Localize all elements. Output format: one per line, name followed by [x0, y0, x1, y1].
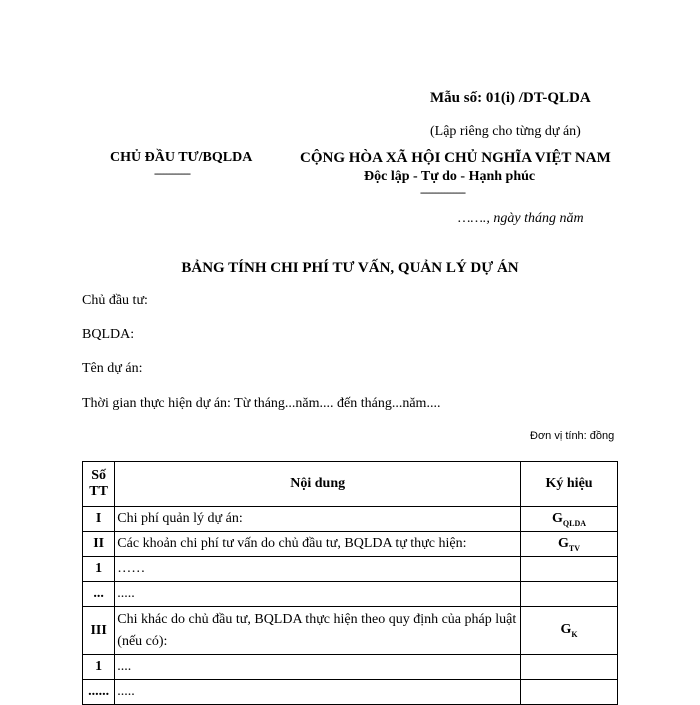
header-symbol: Ký hiệu: [521, 462, 618, 507]
row-content: Chi phí quản lý dự án:: [115, 507, 521, 532]
row-symbol: [521, 532, 618, 557]
national-motto: Độc lập - Tự do - Hạnh phúc: [364, 169, 536, 184]
symbol-sub: QLDA: [562, 518, 587, 528]
investor-field: Chủ đầu tư:: [82, 293, 148, 308]
row-stt: 1: [83, 557, 115, 582]
organization-divider: ------------: [154, 166, 190, 180]
row-content: ……: [115, 557, 521, 582]
document-title: BẢNG TÍNH CHI PHÍ TƯ VẤN, QUẢN LÝ DỰ ÁN: [181, 260, 519, 276]
symbol-main: G: [558, 535, 569, 551]
project-name-field: Tên dự án:: [82, 361, 143, 376]
row-symbol: [521, 557, 618, 582]
unit-note: Đơn vị tính: đồng: [530, 430, 615, 442]
symbol-sub: K: [571, 629, 578, 639]
table-row: [83, 655, 618, 680]
row-content: Các khoản chi phí tư vấn do chủ đầu tư, BQLDA tự thực hiện:: [115, 532, 521, 557]
row-content: .....: [115, 680, 521, 705]
row-stt: II: [83, 532, 115, 557]
row-symbol: [521, 607, 618, 655]
header-stt: Số TT: [83, 462, 115, 507]
table-row: [83, 532, 618, 557]
symbol-main: G: [552, 510, 563, 526]
form-note: (Lập riêng cho từng dự án): [430, 124, 581, 139]
symbol-main: G: [560, 622, 572, 638]
table-row: [83, 507, 618, 532]
pmu-field: BQLDA:: [82, 327, 135, 342]
row-content: Chi khác do chủ đầu tư, BQLDA thực hiện theo quy định của pháp luật (nếu có):: [115, 607, 521, 655]
row-content: .....: [115, 582, 521, 607]
table-row: [83, 582, 618, 607]
organization-heading: CHỦ ĐẦU TƯ/BQLDA: [110, 150, 253, 165]
cost-table: [82, 461, 618, 705]
row-stt: ......: [83, 680, 115, 705]
country-heading: CỘNG HÒA XÃ HỘI CHỦ NGHĨA VIỆT NAM: [300, 150, 611, 166]
row-stt: ...: [83, 582, 115, 607]
row-content: ....: [115, 655, 521, 680]
row-symbol: [521, 507, 618, 532]
table-row: [83, 680, 618, 705]
row-stt: 1: [83, 655, 115, 680]
table-row: [83, 557, 618, 582]
row-stt: I: [83, 507, 115, 532]
date-line: ……., ngày tháng năm: [458, 211, 584, 226]
row-symbol: [521, 680, 618, 705]
table-row: [83, 607, 618, 655]
header-content: Nội dung: [115, 462, 521, 507]
row-symbol: [521, 582, 618, 607]
symbol-sub: TV: [568, 543, 581, 553]
row-symbol: [521, 655, 618, 680]
motto-divider: ---------------: [420, 185, 465, 199]
period-field: Thời gian thực hiện dự án: Từ tháng...năm.... đến tháng...năm....: [82, 396, 441, 411]
form-code: Mẫu số: 01(i) /DT-QLDA: [430, 90, 591, 106]
row-stt: III: [83, 607, 115, 655]
